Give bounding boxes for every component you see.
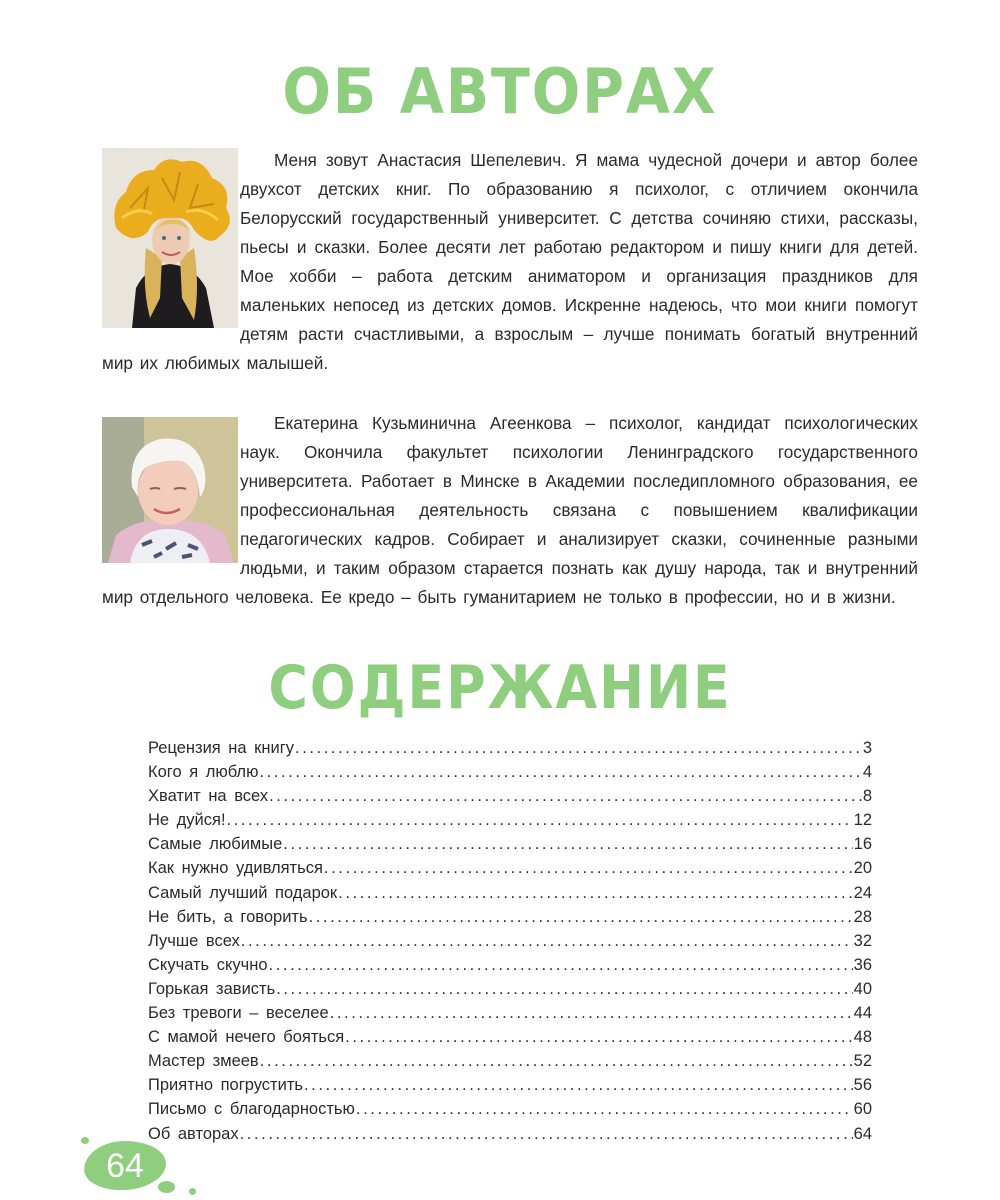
toc-dot-leader [259, 760, 861, 784]
toc-dot-leader [345, 1025, 852, 1049]
toc-entry-title: Письмо с благодарностью [148, 1100, 355, 1119]
toc-entry[interactable] [148, 929, 872, 953]
toc-entry-page: 20 [853, 859, 872, 878]
toc-entry-page: 28 [853, 907, 872, 926]
toc-entry-page: 64 [853, 1124, 872, 1143]
decorative-dot [158, 1181, 175, 1193]
page-number: 64 [106, 1146, 144, 1185]
toc-entry[interactable] [148, 808, 872, 832]
toc-dot-leader [227, 808, 853, 832]
toc-entry-page: 24 [853, 883, 872, 902]
toc-entry[interactable] [148, 760, 872, 784]
toc-entry-title: Рецензия на книгу [148, 739, 295, 757]
toc-entry[interactable] [148, 784, 872, 808]
toc-entry-page: 60 [853, 1100, 872, 1119]
toc-entry-page: 36 [853, 955, 872, 974]
author-bio [102, 146, 918, 378]
about-authors-heading: ОБ АВТОРАХ [282, 55, 718, 128]
toc-dot-leader [269, 953, 853, 977]
toc-dot-leader [269, 784, 862, 808]
toc-entry[interactable] [148, 1122, 872, 1146]
toc-entry[interactable] [148, 1025, 872, 1049]
toc-entry[interactable] [148, 881, 872, 905]
toc-entry-title: Как нужно удивляться [148, 859, 323, 878]
toc-dot-leader [283, 832, 852, 856]
toc-entry[interactable] [148, 977, 872, 1001]
toc-dot-leader [309, 905, 853, 929]
author-bio-text: Екатерина Кузьминична Агеенкова – психолог, кандидат психологических наук. Окончила факультет психологии Ленинградского государственного университета. Работает в Минске в Академии последипломного образования, ее профессиональная деятельность связана с повышением квалификации педагогических кадров. Собирает и анализирует сказки, сочиненные разными людьми, и таким образом старается познать как душу народа, так и внутренний мир отдельного человека. Ее кредо – быть гуманитарием не только в профессии, но и в жизни. [102, 413, 918, 607]
toc-entry-page: 48 [853, 1028, 872, 1047]
toc-entry[interactable] [148, 1073, 872, 1097]
toc-dot-leader [295, 736, 862, 760]
toc-entry-title: Скучать скучно [148, 955, 268, 974]
toc-dot-leader [338, 881, 853, 905]
toc-entry-title: С мамой нечего бояться [148, 1028, 345, 1047]
toc-entry-page: 8 [862, 787, 872, 806]
toc-entry-page: 44 [853, 1004, 872, 1023]
toc-entry-page: 32 [853, 931, 872, 950]
toc-dot-leader [260, 1049, 853, 1073]
toc-entry[interactable] [148, 1049, 872, 1073]
decorative-dot [189, 1188, 196, 1195]
author-bio-text: Меня зовут Анастасия Шепелевич. Я мама чудесной дочери и автор более двухсот детских книг. По образованию я психолог, с отличием окончила Белорусский государственный университет. С детства сочиняю стихи, рассказы, пьесы и сказки. Более десяти лет работаю редактором и пишу книги для детей. Мое хобби – работа детским аниматором и организация праздников для маленьких непосед из детских домов. Искренне надеюсь, что мои книги помогут детям расти счастливыми, а взрослым – лучше понимать богатый внутренний мир их любимых малышей. [102, 150, 918, 373]
toc-dot-leader [240, 1122, 853, 1146]
toc-dot-leader [324, 856, 853, 880]
toc-entry-title: Кого я люблю [148, 763, 259, 782]
author-photo-ageenkova [102, 417, 238, 563]
toc-entry[interactable] [148, 905, 872, 929]
toc-entry-page: 56 [853, 1076, 872, 1095]
toc-entry-page: 12 [853, 811, 872, 830]
toc-entry-title: Об авторах [148, 1124, 239, 1143]
toc-entry[interactable] [148, 832, 872, 856]
toc-entry[interactable] [148, 1001, 872, 1025]
toc-entry-page: 4 [862, 763, 872, 782]
contents-heading: СОДЕРЖАНИЕ [268, 653, 732, 723]
toc-entry-title: Самые любимые [148, 835, 283, 854]
toc-entry-page: 16 [853, 835, 872, 854]
toc-entry-page: 52 [853, 1052, 872, 1071]
toc-dot-leader [276, 977, 852, 1001]
toc-entry-title: Хватит на всех [148, 787, 269, 806]
toc-entry-title: Мастер змеев [148, 1052, 259, 1071]
toc-dot-leader [330, 1001, 853, 1025]
toc-entry[interactable] [148, 736, 872, 760]
toc-entry-title: Лучше всех [148, 931, 240, 950]
toc-dot-leader [304, 1073, 853, 1097]
toc-entry[interactable] [148, 953, 872, 977]
toc-entry-title: Не бить, а говорить [148, 907, 308, 926]
author-bio [102, 409, 918, 612]
toc-entry[interactable] [148, 856, 872, 880]
toc-dot-leader [241, 929, 853, 953]
toc-entry-title: Без тревоги – веселее [148, 1004, 329, 1023]
toc-entry-title: Самый лучший подарок [148, 883, 338, 902]
toc-entry-title: Не дуйся! [148, 811, 226, 830]
table-of-contents [148, 736, 872, 1146]
toc-dot-leader [356, 1097, 853, 1121]
toc-entry-page: 40 [853, 979, 872, 998]
toc-entry[interactable] [148, 1097, 872, 1121]
author-photo-shepelevich [102, 148, 238, 328]
toc-entry-title: Приятно погрустить [148, 1076, 303, 1095]
toc-entry-title: Горькая зависть [148, 979, 276, 998]
toc-entry-page: 3 [862, 739, 872, 757]
